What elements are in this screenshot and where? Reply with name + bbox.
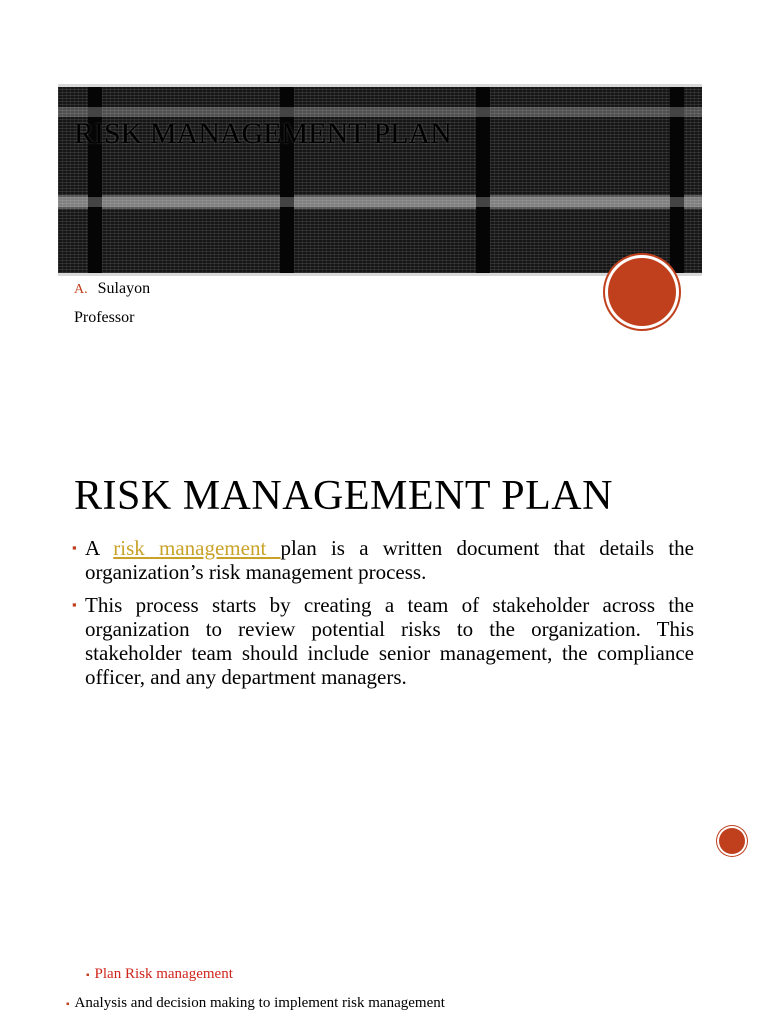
banner-band	[58, 107, 702, 117]
banner-band	[58, 197, 702, 207]
slide1-title: RISK MANAGEMENT PLAN	[74, 117, 452, 150]
bullet2-text: This process starts by creating a team of stakeholder across the organization to review potential risks to the organization. This stakeholder team should include senior management, the compliance officer, and any department managers.	[85, 593, 694, 689]
author-role: Professor	[74, 309, 135, 326]
slide2-bullet-list	[72, 536, 694, 698]
bullet-square-icon: ▪	[66, 999, 70, 1010]
bullet-square-icon: ▪	[72, 597, 77, 612]
bullet-item	[72, 593, 694, 689]
author-name: Sulayon	[97, 280, 151, 297]
author-marker: A.	[74, 282, 88, 297]
title-banner	[58, 84, 702, 276]
author-line	[74, 280, 150, 298]
bullet1-prefix: A	[85, 536, 114, 560]
slide3-item	[66, 995, 445, 1012]
slide2-title: RISK MANAGEMENT PLAN	[74, 473, 613, 519]
bullet-square-icon: ▪	[72, 540, 77, 555]
decorative-circle-icon	[608, 258, 676, 326]
slide3-item	[86, 966, 233, 983]
decorative-circle-icon	[719, 828, 745, 854]
bullet-item	[72, 536, 694, 584]
bullet1-text: plan is a written document that details the organization’s risk management process.	[85, 536, 694, 584]
risk-management-link[interactable]: risk management	[113, 536, 281, 560]
slide3-item1-text: Plan Risk management	[94, 966, 233, 982]
slide3-item2-text: Analysis and decision making to implement risk management	[74, 995, 445, 1011]
bullet-square-icon: ▪	[86, 970, 90, 981]
